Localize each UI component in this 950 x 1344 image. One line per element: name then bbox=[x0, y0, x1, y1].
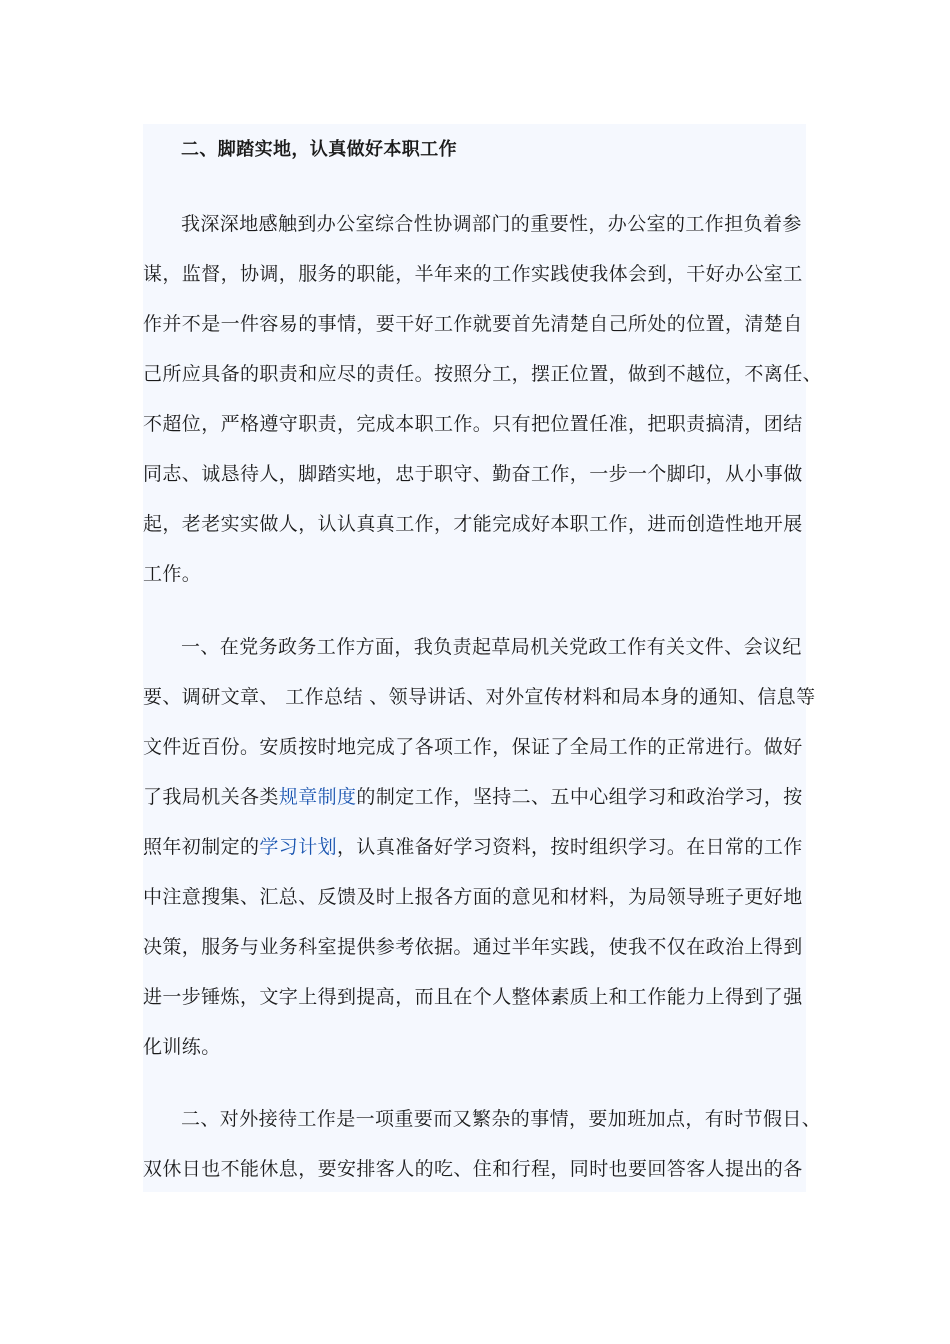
para1-line-5: 不超位，严格遵守职责，完成本职工作。只有把位置任准，把职责搞清，团结 bbox=[143, 413, 803, 435]
para1-line-7: 起，老老实实做人，认认真真工作，才能完成好本职工作，进而创造性地开展 bbox=[143, 513, 803, 535]
para1-line-4: 己所应具备的职责和应尽的责任。按照分工，摆正位置，做到不越位，不离任、 bbox=[143, 363, 823, 385]
para2-line-5 bbox=[143, 830, 803, 864]
para2-line-4 bbox=[143, 780, 803, 814]
study-plan-link[interactable]: 学习计划 bbox=[259, 836, 338, 858]
para2-line-6: 中注意搜集、汇总、反馈及时上报各方面的意见和材料，为局领导班子更好地 bbox=[143, 886, 803, 908]
para2-line-4-text-after: 的制定工作，坚持二、五中心组学习和政治学习，按 bbox=[356, 786, 803, 808]
para2-line-7: 决策，服务与业务科室提供参考依据。通过半年实践，使我不仅在政治上得到 bbox=[143, 936, 803, 958]
para2-line-1: 一、在党务政务工作方面，我负责起草局机关党政工作有关文件、会议纪 bbox=[181, 636, 802, 658]
para3-line-2: 双休日也不能休息，要安排客人的吃、住和行程，同时也要回答客人提出的各 bbox=[143, 1158, 803, 1180]
para1-line-6: 同志、诚恳待人，脚踏实地，忠于职守、勤奋工作，一步一个脚印，从小事做 bbox=[143, 463, 803, 485]
para1-line-2: 谋，监督，协调，服务的职能，半年来的工作实践使我体会到，干好办公室工 bbox=[143, 263, 803, 285]
para2-line-3: 文件近百份。安质按时地完成了各项工作，保证了全局工作的正常进行。做好 bbox=[143, 736, 803, 758]
para1-line-8: 工作。 bbox=[143, 563, 202, 585]
section-heading: 二、脚踏实地，认真做好本职工作 bbox=[181, 139, 457, 160]
para3-line-1: 二、对外接待工作是一项重要而又繁杂的事情，要加班加点，有时节假日、 bbox=[181, 1108, 822, 1130]
rules-system-link[interactable]: 规章制度 bbox=[278, 786, 357, 808]
para2-line-8: 进一步锤炼，文字上得到提高，而且在个人整体素质上和工作能力上得到了强 bbox=[143, 986, 803, 1008]
para2-line-5-text-after: ，认真准备好学习资料，按时组织学习。在日常的工作 bbox=[337, 836, 803, 858]
para1-line-1: 我深深地感触到办公室综合性协调部门的重要性，办公室的工作担负着参 bbox=[181, 213, 802, 235]
para2-line-9: 化训练。 bbox=[143, 1036, 221, 1058]
para2-line-5-text-before: 照年初制定的 bbox=[143, 836, 260, 858]
para2-line-4-text-before: 了我局机关各类 bbox=[143, 786, 279, 808]
para2-line-2: 要、调研文章、 工作总结 、领导讲话、对外宣传材料和局本身的通知、信息等 bbox=[143, 686, 816, 708]
para1-line-3: 作并不是一件容易的事情，要干好工作就要首先清楚自己所处的位置，清楚自 bbox=[143, 313, 803, 335]
